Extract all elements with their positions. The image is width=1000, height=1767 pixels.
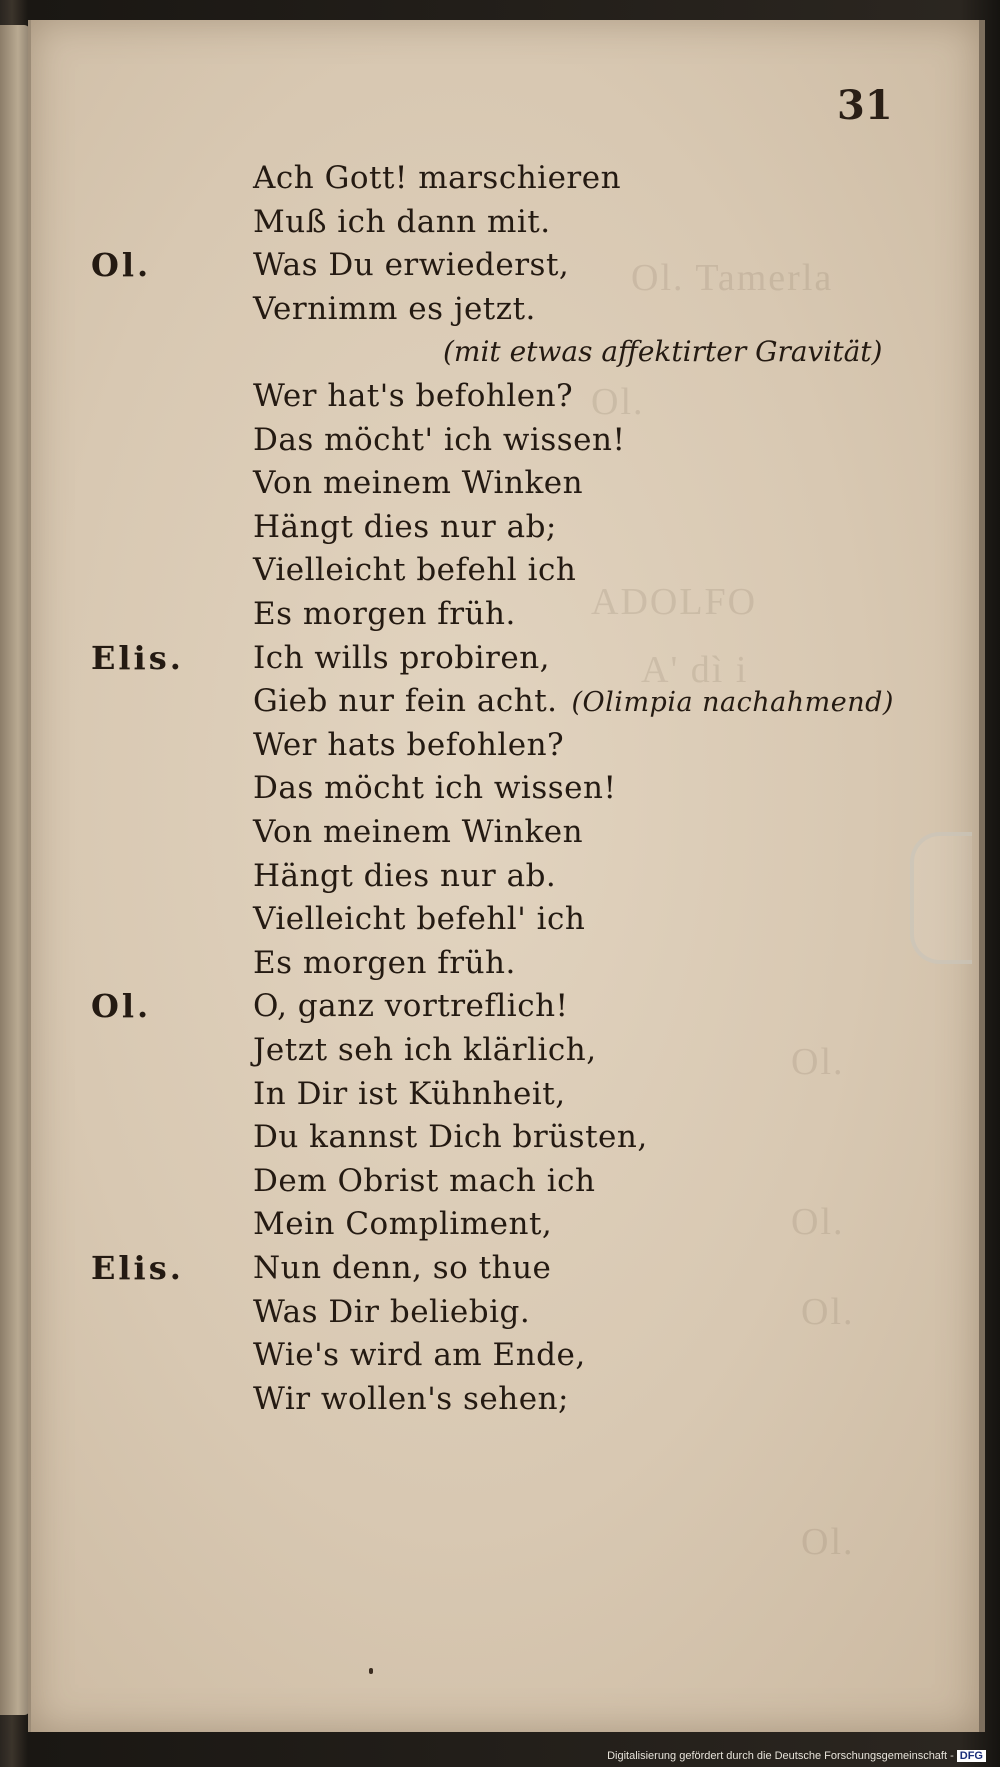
dfg-logo: DFG [957, 1750, 986, 1762]
bleed-through-text: ADOLFO [591, 581, 758, 623]
verse-text: Dem Obrist mach ich [253, 1163, 596, 1199]
verse-text: Muß ich dann mit. [253, 204, 551, 240]
verse-line [253, 812, 583, 852]
verse-text: Gieb nur fein acht. [253, 683, 558, 719]
verse-text: O, ganz vortreflich! [253, 988, 569, 1024]
verse-text: Vernimm es jetzt. [253, 291, 536, 327]
verse-text: Vielleicht befehl ich [253, 552, 577, 588]
verse-text: Du kannst Dich brüsten, [253, 1119, 648, 1155]
page-number: 31 [837, 82, 893, 129]
verse-line [253, 768, 616, 808]
verse-text: Ich wills probiren, [253, 640, 551, 676]
bleed-through-text: Ol. [801, 1291, 855, 1333]
verse-line [253, 856, 556, 896]
verse-line [253, 681, 894, 723]
speaker-label: Elis. [91, 639, 184, 677]
verse-text: Es morgen früh. [253, 945, 516, 981]
verse-text: Was Dir beliebig. [253, 1294, 531, 1330]
verse-line [253, 1379, 569, 1419]
verse-line [253, 550, 576, 590]
dialogue-block [31, 20, 979, 1732]
verse-text: Wir wollen's sehen; [253, 1381, 570, 1417]
verse-line [253, 202, 551, 242]
verse-line [253, 1074, 566, 1114]
verse-text: Was Du erwiederst, [253, 247, 570, 283]
verse-line [253, 376, 573, 416]
verse-text: Es morgen früh. [253, 596, 516, 632]
verse-line [253, 507, 557, 547]
footer-credit [607, 1750, 986, 1762]
verse-text: Hängt dies nur ab. [253, 858, 557, 894]
facing-page-edge [0, 25, 30, 1715]
verse-line [253, 463, 583, 503]
verse-text: Wer hats befohlen? [253, 727, 565, 763]
bleed-through-text: Ol. [791, 1041, 845, 1083]
verse-line [253, 1292, 530, 1332]
verse-text: Von meinem Winken [253, 814, 584, 850]
bleed-through-text: Ol. Tamerla [631, 257, 834, 299]
verse-text: Wie's wird am Ende, [253, 1337, 586, 1373]
verse-text: Ach Gott! marschieren [253, 160, 622, 196]
verse-text: Das möcht ich wissen! [253, 770, 617, 806]
verse-text: Jetzt seh ich klärlich, [253, 1032, 597, 1068]
verse-line [253, 245, 569, 285]
speaker-label: Ol. [91, 246, 152, 284]
speaker-label: Elis. [91, 1249, 184, 1287]
verse-text: In Dir ist Kühnheit, [253, 1076, 566, 1112]
verse-text: Wer hat's befohlen? [253, 378, 574, 414]
verse-text: Das möcht' ich wissen! [253, 422, 626, 458]
verse-text: Mein Compliment, [253, 1206, 553, 1242]
verse-line [253, 986, 569, 1026]
verse-line [253, 1117, 648, 1157]
verse-line [253, 1248, 551, 1288]
verse-line [253, 158, 621, 198]
bleed-through-text: Ol. [801, 1521, 855, 1563]
verse-text: Nun denn, so thue [253, 1250, 552, 1286]
stage-direction: (Olimpia nachahmend) [571, 687, 894, 718]
verse-line [253, 725, 564, 765]
book-page [28, 20, 985, 1732]
verse-text: Von meinem Winken [253, 465, 584, 501]
stage-direction: (mit etwas affektirter Gravität) [443, 335, 883, 368]
verse-line [253, 899, 585, 939]
verse-line [253, 1161, 595, 1201]
footer-credit-text: Digitalisierung gefördert durch die Deutsche Forschungsgemeinschaft - [607, 1750, 954, 1762]
verse-text: Vielleicht befehl' ich [253, 901, 586, 937]
speaker-label: Ol. [91, 987, 152, 1025]
page-clip [910, 832, 972, 964]
bleed-through-text: Ol. [591, 381, 645, 423]
verse-line [253, 1335, 586, 1375]
bleed-through-text: A' dì i [641, 649, 749, 691]
verse-line [253, 943, 516, 983]
verse-line [253, 1030, 597, 1070]
bleed-through-text: Ol. [791, 1201, 845, 1243]
verse-line [253, 420, 625, 460]
verse-line [253, 638, 550, 678]
verse-line [253, 1204, 552, 1244]
verse-text: Hängt dies nur ab; [253, 509, 557, 545]
verse-line [253, 289, 536, 329]
ink-mark [369, 1668, 373, 1674]
verse-line [253, 594, 516, 634]
